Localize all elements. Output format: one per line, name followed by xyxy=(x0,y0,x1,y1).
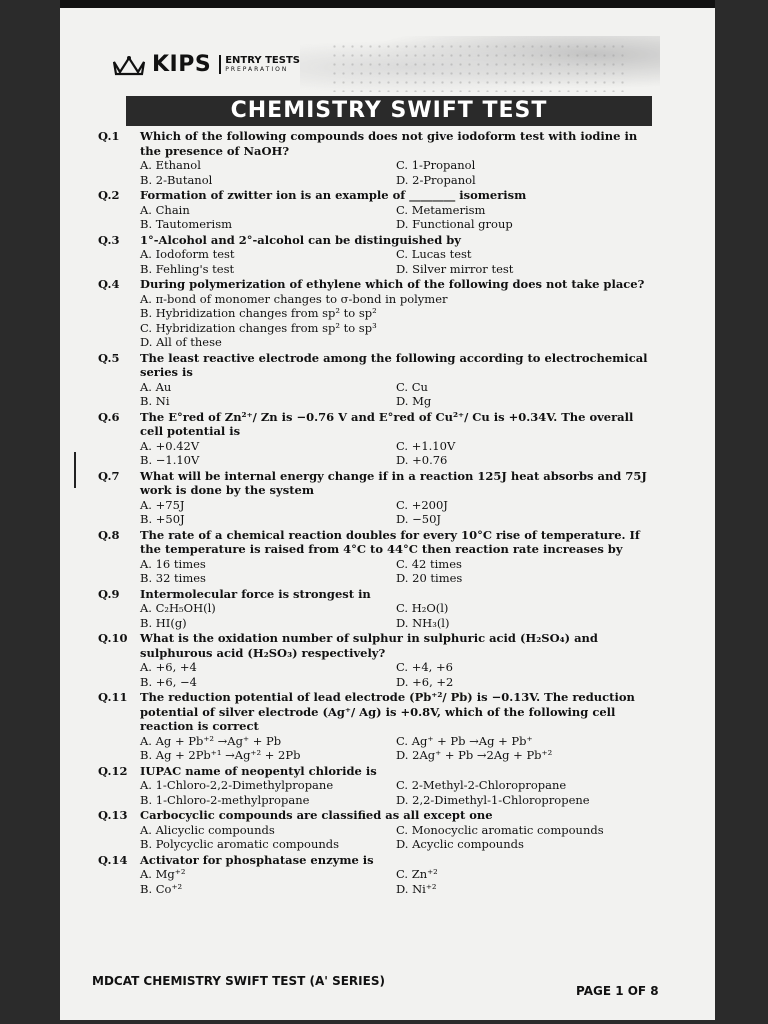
answer-options xyxy=(140,660,658,689)
answer-options xyxy=(140,867,658,896)
answer-option: B. Co⁺² xyxy=(140,881,183,896)
question-body xyxy=(140,233,658,277)
brand-subtitle xyxy=(219,55,300,74)
answer-option: C. 42 times xyxy=(396,556,462,571)
question-number: Q.5 xyxy=(98,350,120,365)
answer-option: D. Silver mirror test xyxy=(396,261,514,276)
answer-option: C. Hybridization changes from sp² to sp³ xyxy=(140,320,377,335)
question-body xyxy=(140,129,658,187)
answer-option: B. 2-Butanol xyxy=(140,172,213,187)
question-item xyxy=(98,233,658,277)
question-item xyxy=(98,764,658,808)
question-body xyxy=(140,764,658,808)
question-number: Q.10 xyxy=(98,631,128,645)
question-item xyxy=(98,410,658,468)
question-item xyxy=(98,351,658,409)
question-number: Q.9 xyxy=(98,586,120,601)
question-body xyxy=(140,410,658,468)
answer-option: B. Ag + 2Pb⁺¹ →Ag⁺² + 2Pb xyxy=(140,748,301,762)
question-number: Q.1 xyxy=(98,129,120,143)
answer-option: A. +75J xyxy=(140,497,185,512)
answer-option: A. +6, +4 xyxy=(140,660,197,674)
question-stem: Intermolecular force is strongest in xyxy=(140,586,371,601)
question-number: Q.4 xyxy=(98,277,120,291)
question-body xyxy=(140,631,658,689)
answer-options xyxy=(140,601,658,630)
answer-options xyxy=(140,557,658,586)
question-body xyxy=(140,277,658,350)
question-body xyxy=(140,690,658,763)
answer-option: A. Iodoform test xyxy=(140,247,235,261)
question-item xyxy=(98,528,658,586)
answer-option: D. 20 times xyxy=(396,571,463,585)
answer-option: A. C₂H₅OH(l) xyxy=(140,601,216,615)
test-title-banner: CHEMISTRY SWIFT TEST xyxy=(126,96,652,126)
answer-option: C. +4, +6 xyxy=(396,660,453,674)
answer-option: A. 1-Chloro-2,2-Dimethylpropane xyxy=(140,778,334,792)
answer-option: D. NH₃(l) xyxy=(396,615,450,630)
answer-option: A. π-bond of monomer changes to σ-bond in polymer xyxy=(140,291,448,306)
question-item xyxy=(98,808,658,852)
answer-option: D. 2,2-Dimethyl-1-Chloropropene xyxy=(396,792,590,807)
answer-options xyxy=(140,380,658,409)
answer-option: A. Ag + Pb⁺² →Ag⁺ + Pb xyxy=(140,733,282,748)
answer-option: D. Functional group xyxy=(396,217,513,231)
answer-options xyxy=(140,247,658,276)
answer-option: D. Mg xyxy=(396,394,432,408)
question-body xyxy=(140,808,658,852)
question-item xyxy=(98,129,658,187)
kips-logo xyxy=(112,52,300,77)
question-stem: The E°red of Zn²⁺/ Zn is −0.76 V and E°red of Cu²⁺/ Cu is +0.34V. The overall cell potential is xyxy=(140,409,634,438)
answer-option: B. 32 times xyxy=(140,571,206,585)
question-body xyxy=(140,351,658,409)
answer-options xyxy=(140,734,658,763)
brand-sub-top: ENTRY TESTS xyxy=(225,55,300,66)
footer-series: MDCAT CHEMISTRY SWIFT TEST (A' SERIES) xyxy=(92,974,385,988)
brand-sub-bottom: PREPARATION xyxy=(225,66,289,73)
answer-option: A. Mg⁺² xyxy=(140,867,186,881)
answer-option: C. 1-Propanol xyxy=(396,158,476,172)
answer-option: A. Chain xyxy=(140,202,190,217)
answer-options xyxy=(140,203,658,232)
answer-option: A. Au xyxy=(140,379,172,394)
question-stem: Carbocyclic compounds are classified as all except one xyxy=(140,808,493,822)
header-photo-texture xyxy=(330,42,630,92)
question-stem: The least reactive electrode among the following according to electrochemical series is xyxy=(140,350,648,379)
answer-options xyxy=(140,439,658,468)
answer-option: D. +6, +2 xyxy=(396,674,454,689)
question-body xyxy=(140,188,658,232)
answer-option: C. +200J xyxy=(396,497,448,512)
question-stem: Formation of zwitter ion is an example of ________ isomerism xyxy=(140,188,527,202)
answer-option: B. −1.10V xyxy=(140,453,200,467)
answer-option: B. Polycyclic aromatic compounds xyxy=(140,837,340,851)
question-body xyxy=(140,853,658,897)
answer-option: D. All of these xyxy=(140,335,222,349)
answer-option: B. +50J xyxy=(140,512,185,526)
answer-option: B. Tautomerism xyxy=(140,217,233,231)
question-body xyxy=(140,528,658,586)
question-list xyxy=(98,128,658,896)
answer-option: C. H₂O(l) xyxy=(396,601,449,615)
question-number: Q.12 xyxy=(98,763,128,778)
question-item xyxy=(98,690,658,763)
question-item xyxy=(98,188,658,232)
answer-option: C. Ag⁺ + Pb →Ag + Pb⁺ xyxy=(396,733,533,748)
answer-option: B. HI(g) xyxy=(140,615,187,630)
answer-options xyxy=(140,778,658,807)
question-stem: IUPAC name of neopentyl chloride is xyxy=(140,763,377,778)
answer-option: C. 2-Methyl-2-Chloropropane xyxy=(396,778,567,792)
answer-option: A. +0.42V xyxy=(140,438,200,453)
question-number: Q.6 xyxy=(98,409,120,424)
answer-option: D. Acyclic compounds xyxy=(396,837,524,851)
question-stem: What will be internal energy change if in a reaction 125J heat absorbs and 75J work is done by the system xyxy=(140,468,647,497)
crown-icon xyxy=(112,54,146,76)
answer-option: D. 2-Propanol xyxy=(396,172,476,187)
question-stem: During polymerization of ethylene which of the following does not take place? xyxy=(140,277,645,291)
answer-option: B. +6, −4 xyxy=(140,674,197,689)
margin-mark xyxy=(74,452,76,488)
answer-option: A. Ethanol xyxy=(140,158,201,172)
answer-option: B. Hybridization changes from sp² to sp² xyxy=(140,306,377,320)
answer-option: D. Ni⁺² xyxy=(396,881,437,896)
answer-options xyxy=(140,292,658,350)
question-number: Q.14 xyxy=(98,852,128,867)
question-number: Q.3 xyxy=(98,232,120,247)
question-stem: Which of the following compounds does not give iodoform test with iodine in the presence of NaOH? xyxy=(140,129,638,158)
answer-option: A. Alicyclic compounds xyxy=(140,822,275,837)
answer-option: D. +0.76 xyxy=(396,453,448,467)
question-body xyxy=(140,469,658,527)
answer-option: A. 16 times xyxy=(140,556,206,571)
question-number: Q.7 xyxy=(98,468,120,483)
brand-name: KIPS xyxy=(152,52,212,77)
answer-options xyxy=(140,823,658,852)
question-item xyxy=(98,631,658,689)
question-stem: Activator for phosphatase enzyme is xyxy=(140,852,374,867)
question-stem: The reduction potential of lead electrode (Pb⁺²/ Pb) is −0.13V. The reduction potential of silver electrode (Ag⁺/ Ag) is +0.8V, which of the following cell reaction is correct xyxy=(140,690,635,733)
answer-option: B. Ni xyxy=(140,394,170,408)
answer-option: B. 1-Chloro-2-methylpropane xyxy=(140,792,310,807)
answer-options xyxy=(140,158,658,187)
question-item xyxy=(98,469,658,527)
answer-option: D. −50J xyxy=(396,512,442,526)
answer-option: C. Metamerism xyxy=(396,202,486,217)
question-number: Q.2 xyxy=(98,188,120,202)
question-item xyxy=(98,587,658,631)
question-number: Q.8 xyxy=(98,527,120,542)
top-edge xyxy=(60,0,715,8)
question-stem: The rate of a chemical reaction doubles for every 10°C rise of temperature. If the temperature is raised from 4°C to 44°C then reaction rate increases by xyxy=(140,527,640,556)
question-stem: What is the oxidation number of sulphur in sulphuric acid (H₂SO₄) and sulphurous acid (H₂SO₃) respectively? xyxy=(140,631,598,660)
answer-option: C. Monocyclic aromatic compounds xyxy=(396,822,604,837)
question-item xyxy=(98,277,658,350)
question-number: Q.11 xyxy=(98,690,128,704)
question-stem: 1°-Alcohol and 2°-alcohol can be distinguished by xyxy=(140,232,461,247)
footer-page-number: PAGE 1 OF 8 xyxy=(576,984,659,998)
question-item xyxy=(98,853,658,897)
answer-option: D. 2Ag⁺ + Pb →2Ag + Pb⁺² xyxy=(396,748,553,762)
answer-option: C. Lucas test xyxy=(396,247,472,261)
answer-option: C. Zn⁺² xyxy=(396,867,438,881)
question-body xyxy=(140,587,658,631)
answer-option: B. Fehling's test xyxy=(140,261,235,276)
answer-options xyxy=(140,498,658,527)
answer-option: C. Cu xyxy=(396,379,428,394)
question-number: Q.13 xyxy=(98,808,128,822)
answer-option: C. +1.10V xyxy=(396,438,456,453)
